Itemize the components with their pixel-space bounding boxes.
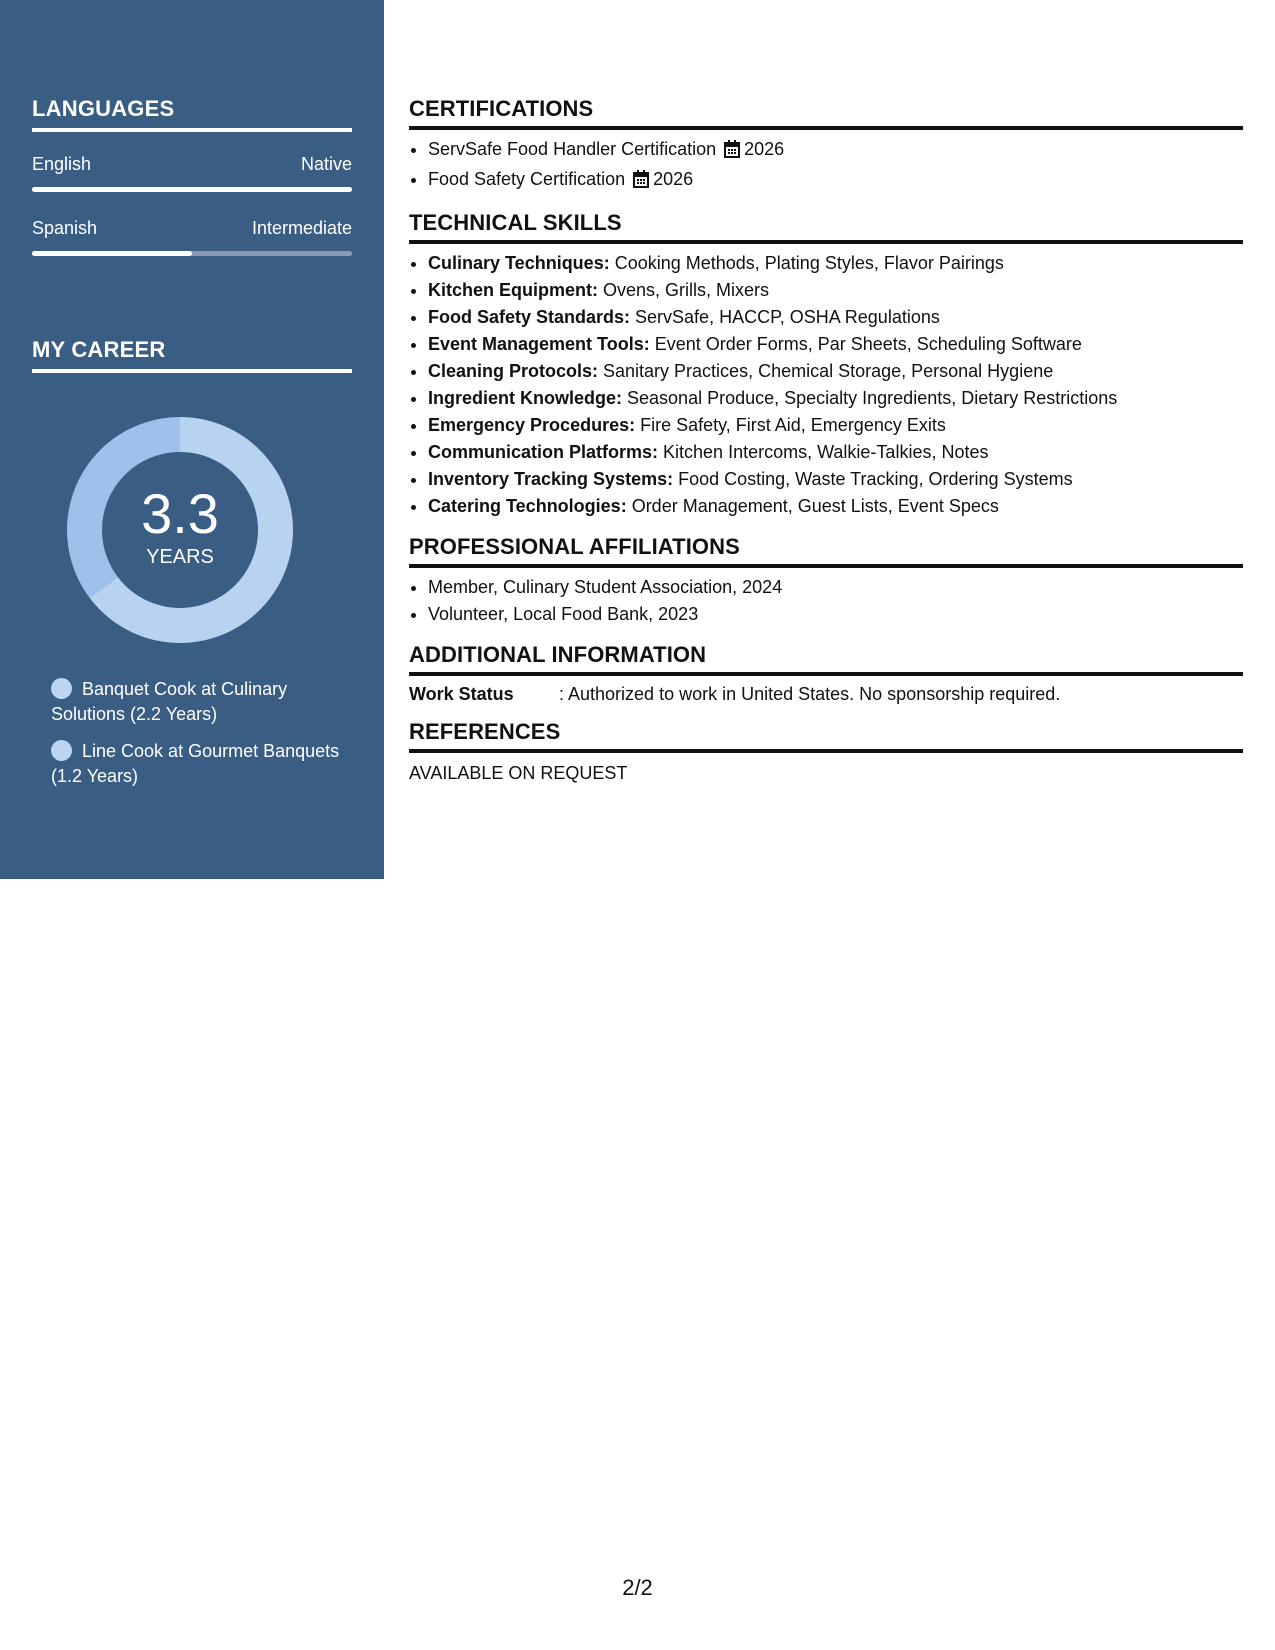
career-total-unit: YEARS: [146, 545, 214, 568]
affiliation-item: • Volunteer, Local Food Bank, 2023: [428, 601, 1243, 628]
skill-value: Order Management, Guest Lists, Event Specs: [626, 496, 999, 516]
skill-label: Event Management Tools:: [428, 334, 650, 354]
work-status-value: : Authorized to work in United States. No sponsorship required.: [559, 684, 1061, 704]
language-proficiency-fill: [32, 251, 192, 256]
language-level: Native: [300, 154, 352, 174]
skill-item: [428, 277, 1243, 304]
language-item: [32, 154, 352, 192]
sidebar: [0, 0, 384, 879]
skill-label: Catering Technologies:: [428, 496, 627, 516]
certifications-section: [409, 96, 1243, 196]
affiliations-list: [409, 574, 1243, 628]
additional-info-section: [409, 642, 1243, 705]
certification-year: 2026: [653, 169, 694, 189]
skill-item: [428, 412, 1243, 439]
career-section: [32, 337, 352, 373]
skill-item: [428, 304, 1243, 331]
language-item: [32, 218, 352, 256]
calendar-icon: [724, 139, 740, 166]
skill-item: [428, 250, 1243, 277]
career-heading: MY CAREER: [32, 337, 352, 373]
skill-label: Emergency Procedures:: [428, 415, 636, 435]
certification-name: ServSafe Food Handler Certification: [428, 139, 717, 159]
skill-label: Food Safety Standards:: [428, 307, 631, 327]
certifications-list: [409, 136, 1243, 196]
skill-value: Event Order Forms, Par Sheets, Scheduling Software: [649, 334, 1082, 354]
language-name: Spanish: [32, 218, 98, 238]
references-text: AVAILABLE ON REQUEST: [409, 763, 628, 783]
affiliations-section: [409, 534, 1243, 628]
page-number: 2/2: [622, 1575, 653, 1600]
skill-value: Seasonal Produce, Specialty Ingredients, Dietary Restrictions: [622, 388, 1118, 408]
language-proficiency-fill: [32, 187, 352, 192]
technical-skills-heading: TECHNICAL SKILLS: [409, 210, 1243, 244]
skill-item: [428, 439, 1243, 466]
language-proficiency-bar: [32, 251, 352, 256]
skill-item: [428, 385, 1243, 412]
skill-label: Inventory Tracking Systems:: [428, 469, 674, 489]
legend-dot-icon: [51, 740, 72, 761]
skill-label: Ingredient Knowledge:: [428, 388, 623, 408]
legend-dot-icon: [51, 678, 72, 699]
language-name: English: [32, 154, 92, 174]
career-donut-chart: [66, 416, 294, 644]
languages-heading: LANGUAGES: [32, 96, 352, 132]
certification-item: [428, 166, 1243, 196]
work-status-label: Work Status: [409, 684, 514, 704]
skill-label: Culinary Techniques:: [428, 253, 610, 273]
calendar-icon: [633, 169, 649, 196]
work-status-row: [409, 684, 1243, 705]
references-heading: REFERENCES: [409, 719, 1243, 753]
skill-value: Food Costing, Waste Tracking, Ordering Systems: [673, 469, 1073, 489]
language-proficiency-bar: [32, 187, 352, 192]
skill-value: Cooking Methods, Plating Styles, Flavor Pairings: [609, 253, 1004, 273]
language-level: Intermediate: [251, 218, 352, 238]
skill-value: Ovens, Grills, Mixers: [598, 280, 770, 300]
certification-name: Food Safety Certification: [428, 169, 626, 189]
career-legend-item: [51, 739, 351, 789]
skill-value: Sanitary Practices, Chemical Storage, Personal Hygiene: [598, 361, 1054, 381]
career-total: [66, 416, 294, 644]
skill-item: [428, 493, 1243, 520]
skill-item: [428, 358, 1243, 385]
certification-year: 2026: [744, 139, 785, 159]
skill-item: [428, 331, 1243, 358]
skill-value: ServSafe, HACCP, OSHA Regulations: [630, 307, 940, 327]
technical-skills-list: [409, 250, 1243, 520]
affiliation-item: • Member, Culinary Student Association, 2024: [428, 574, 1243, 601]
skill-label: Cleaning Protocols:: [428, 361, 599, 381]
additional-info-heading: ADDITIONAL INFORMATION: [409, 642, 1243, 676]
certifications-heading: CERTIFICATIONS: [409, 96, 1243, 130]
references-section: [409, 719, 1243, 784]
skill-label: Kitchen Equipment:: [428, 280, 598, 300]
languages-section: [32, 96, 352, 256]
skill-label: Communication Platforms:: [428, 442, 659, 462]
technical-skills-section: [409, 210, 1243, 520]
main-content: [409, 96, 1243, 798]
career-total-number: 3.3: [141, 481, 219, 545]
skill-value: Fire Safety, First Aid, Emergency Exits: [635, 415, 946, 435]
career-legend-label: Banquet Cook at Culinary Solutions (2.2 Years): [51, 679, 288, 724]
skill-value: Kitchen Intercoms, Walkie-Talkies, Notes: [658, 442, 989, 462]
career-legend-label: Line Cook at Gourmet Banquets (1.2 Years): [51, 741, 340, 786]
certification-item: [428, 136, 1243, 166]
career-legend-item: [51, 677, 351, 727]
skill-item: [428, 466, 1243, 493]
affiliations-heading: PROFESSIONAL AFFILIATIONS: [409, 534, 1243, 568]
